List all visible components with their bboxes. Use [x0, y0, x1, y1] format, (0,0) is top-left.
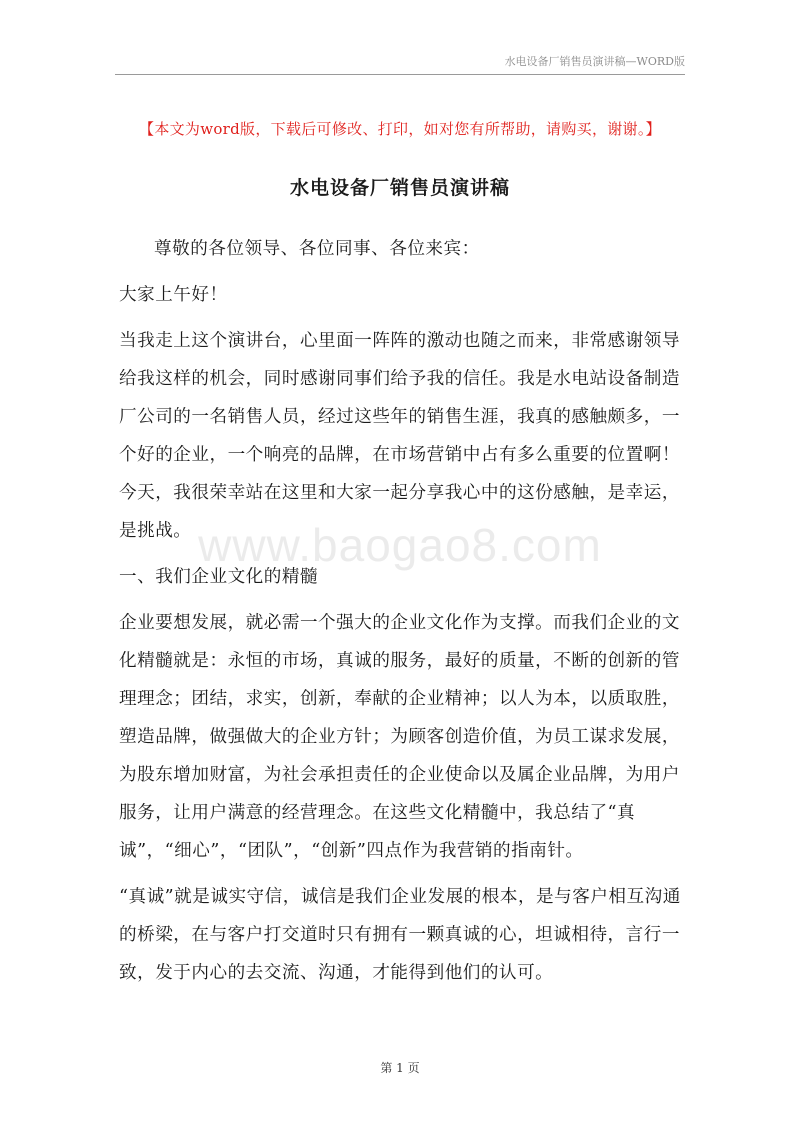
greeting-paragraph: 大家上午好！	[119, 285, 228, 305]
page-header	[115, 54, 685, 75]
culture-paragraph: 企业要想发展，就必需一个强大的企业文化作为支撑。而我们企业的文化精髓就是：永恒的市场，真诚的服务，最好的质量，不断的创新的管理理念；团结，求实，创新，奉献的企业精神；以人为本，以质取胜，塑造品牌，做强做大的企业方针；为顾客创造价值，为员工谋求发展，为股东增加财富，为社会承担责任的企业使命以及属企业品牌，为用户服务，让用户满意的经营理念。在这些文化精髓中，我总结了“真诚”，“细心”，“团队”，“创新”四点作为我营销的指南针。	[119, 613, 680, 861]
watermark: www.baogao8.com	[198, 519, 602, 571]
intro-paragraph: 当我走上这个演讲台，心里面一阵阵的激动也随之而来，非常感谢领导给我这样的机会，同时感谢同事们给予我的信任。我是水电站设备制造厂公司的一名销售人员，经过这些年的销售生涯，我真的感触颇多，一个好的企业，一个响亮的品牌，在市场营销中占有多么重要的位置啊！今天，我很荣幸站在这里和大家一起分享我心中的这份感触，是幸运，是挑战。	[119, 331, 680, 541]
sincerity-paragraph: “真诚”就是诚实守信，诚信是我们企业发展的根本，是与客户相互沟通的桥梁，在与客户打交道时只有拥有一颗真诚的心，坦诚相待，言行一致，发于内心的去交流、沟通，才能得到他们的认可。	[119, 887, 681, 983]
download-notice: 【本文为word版，下载后可修改、打印，如对您有所帮助，请购买，谢谢。】	[139, 120, 661, 138]
document-title: 水电设备厂销售员演讲稿	[289, 177, 510, 199]
page-number: 第 1 页	[380, 1061, 420, 1075]
salutation-paragraph: 尊敬的各位领导、各位同事、各位来宾：	[154, 239, 480, 259]
running-title: 水电设备厂销售员演讲稿—WORD版	[504, 55, 685, 68]
document-body	[119, 230, 685, 992]
section-heading: 一、我们企业文化的精髓	[119, 567, 319, 587]
